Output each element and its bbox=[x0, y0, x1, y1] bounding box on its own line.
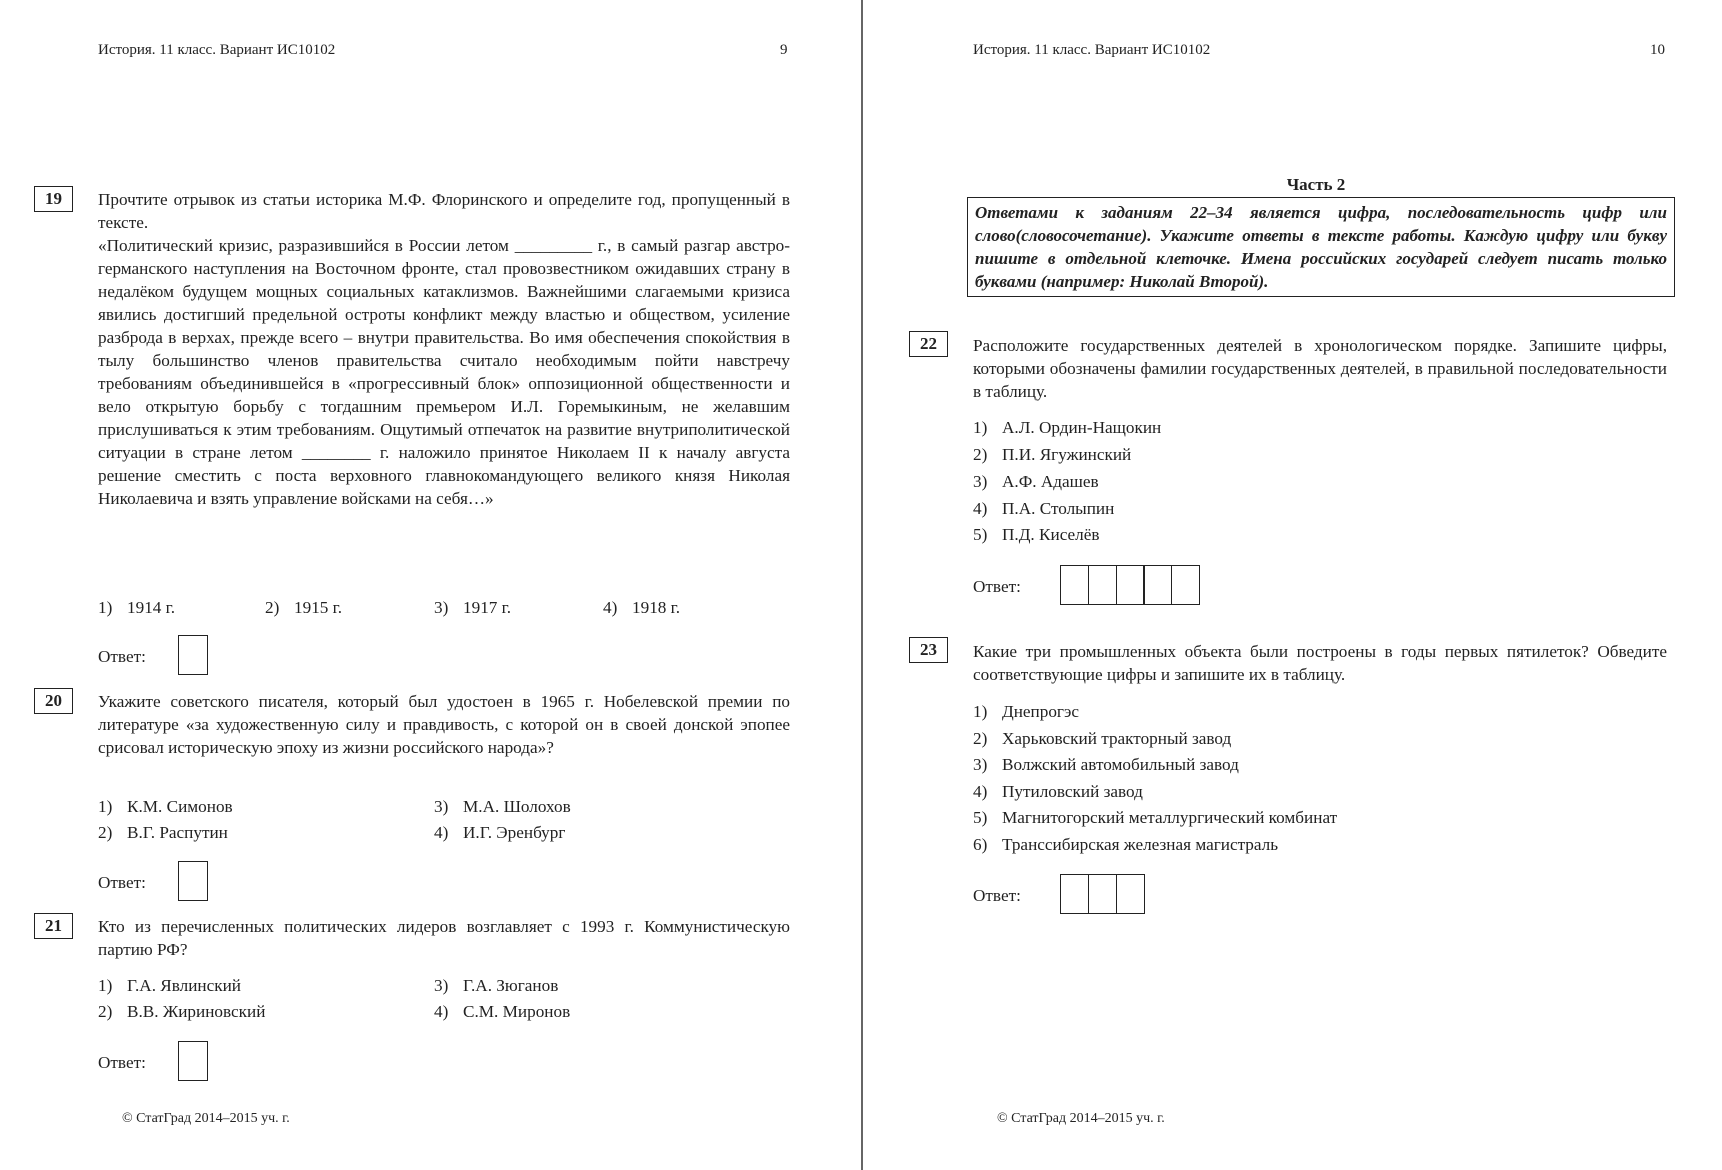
option-21-4[interactable]: 4) С.М. Миронов bbox=[434, 1002, 571, 1021]
page-footer: © СтатГрад 2014–2015 уч. г. bbox=[122, 1111, 290, 1126]
instructions-box: Ответами к заданиям 22–34 является цифра, последовательность цифр или слово(словосочетание). Укажите ответы в тексте работы. Каждую цифру или букву пишите в отдельной клеточке. Имена российских государей следует писать только буквами (например: Николай Второй). bbox=[967, 197, 1675, 297]
answer-cell[interactable] bbox=[1116, 874, 1145, 914]
option-22-4: 4) П.А. Столыпин bbox=[973, 499, 1115, 518]
answer-cells-22 bbox=[1060, 565, 1200, 605]
page-header: История. 11 класс. Вариант ИС10102 bbox=[973, 42, 1211, 58]
option-23-5[interactable]: 5) Магнитогорский металлургический комбинат bbox=[973, 808, 1338, 827]
question-23-prompt: Какие три промышленных объекта были построены в годы первых пятилеток? Обведите соответствующие цифры и запишите их в таблицу. bbox=[973, 642, 1667, 684]
page-footer: © СтатГрад 2014–2015 уч. г. bbox=[997, 1111, 1165, 1126]
right-page bbox=[866, 0, 1722, 1170]
option-21-1[interactable]: 1) Г.А. Явлинский bbox=[98, 976, 241, 995]
answer-box-21[interactable] bbox=[178, 1041, 208, 1081]
option-23-2[interactable]: 2) Харьковский тракторный завод bbox=[973, 729, 1232, 748]
question-number-20: 20 bbox=[34, 688, 73, 714]
page-divider bbox=[861, 0, 863, 1170]
option-20-2[interactable]: 2) В.Г. Распутин bbox=[98, 823, 228, 842]
answer-cells-23 bbox=[1060, 874, 1145, 914]
option-19-2[interactable]: 2) 1915 г. bbox=[265, 598, 343, 617]
answer-label-19: Ответ: bbox=[98, 647, 146, 666]
page-number: 10 bbox=[1650, 42, 1665, 58]
question-19-excerpt: «Политический кризис, разразившийся в России летом _________ г., в самый разгар австро-германского наступления на Восточном фронте, стал провозвестником ожидавших страну в недалёком будущем мощных социальных катаклизмов. Важнейшими слагаемыми кризиса явились достигший предельной остроты конфликт между властью и обществом, усиление разброда в верхах, прежде всего – внутри правительства. Во имя обеспечения спокойствия в тылу большинство членов правительства считало необходимым пойти навстречу требованиям объединившейся в «прогрессивный блок» оппозиционной общественности и вело открытую борьбу с тогдашним премьером И.Л. Горемыкиным, не желавшим прислушиваться к этим требованиям. Ощутимый отпечаток на развитие внутриполитической ситуации в стране летом ________ г. наложило принятое Николаем II к началу августа решение сместить с поста верховного главнокомандующего великого князя Николая Николаевича и взять управление войсками на себя…» bbox=[98, 236, 790, 508]
answer-label-21: Ответ: bbox=[98, 1053, 146, 1072]
answer-cell[interactable] bbox=[1088, 874, 1117, 914]
left-page bbox=[0, 0, 860, 1170]
question-number-22: 22 bbox=[909, 331, 948, 357]
option-22-3: 3) А.Ф. Адашев bbox=[973, 472, 1099, 491]
part-title: Часть 2 bbox=[1286, 175, 1346, 194]
answer-cell[interactable] bbox=[1088, 565, 1117, 605]
answer-cell[interactable] bbox=[1060, 565, 1089, 605]
option-20-4[interactable]: 4) И.Г. Эренбург bbox=[434, 823, 566, 842]
answer-cell[interactable] bbox=[1143, 565, 1172, 605]
option-20-1[interactable]: 1) К.М. Симонов bbox=[98, 797, 233, 816]
option-21-2[interactable]: 2) В.В. Жириновский bbox=[98, 1002, 266, 1021]
option-23-1[interactable]: 1) Днепрогэс bbox=[973, 702, 1079, 721]
question-22-prompt: Расположите государственных деятелей в хронологическом порядке. Запишите цифры, которыми обозначены фамилии государственных деятелей, в правильной последовательности в таблицу. bbox=[973, 336, 1667, 401]
option-23-6[interactable]: 6) Транссибирская железная магистраль bbox=[973, 835, 1279, 854]
answer-cell[interactable] bbox=[1060, 874, 1089, 914]
answer-cell[interactable] bbox=[1171, 565, 1200, 605]
answer-label-20: Ответ: bbox=[98, 873, 146, 892]
option-20-3[interactable]: 3) М.А. Шолохов bbox=[434, 797, 571, 816]
answer-label-23: Ответ: bbox=[973, 886, 1021, 905]
option-19-3[interactable]: 3) 1917 г. bbox=[434, 598, 512, 617]
question-number-21: 21 bbox=[34, 913, 73, 939]
question-number-19: 19 bbox=[34, 186, 73, 212]
question-number-23: 23 bbox=[909, 637, 948, 663]
question-19-prompt: Прочтите отрывок из статьи историка М.Ф. Флоринского и определите год, пропущенный в тексте. bbox=[98, 190, 790, 232]
answer-box-20[interactable] bbox=[178, 861, 208, 901]
option-21-3[interactable]: 3) Г.А. Зюганов bbox=[434, 976, 559, 995]
option-22-1: 1) А.Л. Ордин-Нащокин bbox=[973, 418, 1162, 437]
answer-label-22: Ответ: bbox=[973, 577, 1021, 596]
page-number: 9 bbox=[780, 42, 788, 58]
answer-box-19[interactable] bbox=[178, 635, 208, 675]
option-19-1[interactable]: 1) 1914 г. bbox=[98, 598, 176, 617]
answer-cell[interactable] bbox=[1116, 565, 1145, 605]
option-22-5: 5) П.Д. Киселёв bbox=[973, 525, 1100, 544]
question-21-prompt: Кто из перечисленных политических лидеров возглавляет с 1993 г. Коммунистическую партию РФ? bbox=[98, 917, 790, 959]
option-23-3[interactable]: 3) Волжский автомобильный завод bbox=[973, 755, 1239, 774]
question-20-prompt: Укажите советского писателя, который был удостоен в 1965 г. Нобелевской премии по литературе «за художественную силу и правдивость, с которой он в своей донской эпопее срисовал историческую эпоху из жизни российского народа»? bbox=[98, 692, 790, 757]
option-23-4[interactable]: 4) Путиловский завод bbox=[973, 782, 1143, 801]
page-header: История. 11 класс. Вариант ИС10102 bbox=[98, 42, 336, 58]
option-22-2: 2) П.И. Ягужинский bbox=[973, 445, 1132, 464]
option-19-4[interactable]: 4) 1918 г. bbox=[603, 598, 681, 617]
